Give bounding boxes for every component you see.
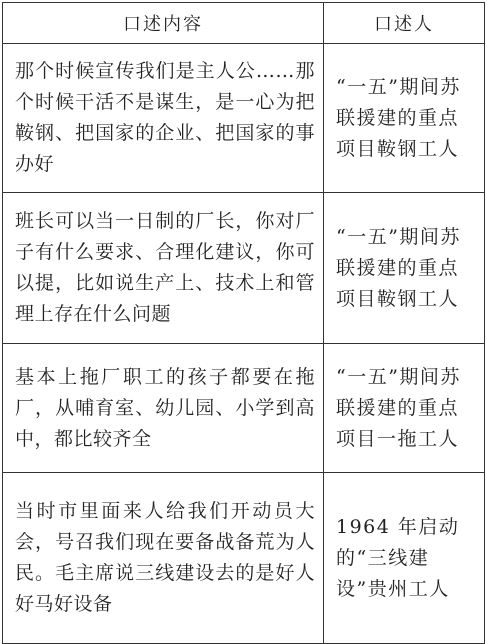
header-content: 口述内容 bbox=[3, 3, 324, 44]
table-header-row bbox=[3, 3, 485, 44]
oral-content-cell: 基本上拖厂职工的孩子都要在拖厂，从哺育室、幼儿园、小学到高中，都比较齐全 bbox=[3, 344, 324, 473]
speaker-cell: 1964 年启动的“三线建设”贵州工人 bbox=[324, 473, 485, 644]
header-speaker: 口述人 bbox=[324, 3, 485, 44]
speaker-cell: “一五”期间苏联援建的重点项目一拖工人 bbox=[324, 344, 485, 473]
oral-content-cell: 班长可以当一日制的厂长，你对厂子有什么要求、合理化建议，你可以提，比如说生产上、技术上和管理上存在什么问题 bbox=[3, 193, 324, 344]
oral-content-cell: 那个时候宣传我们是主人公……那个时候干活不是谋生，是一心为把鞍钢、把国家的企业、把国家的事办好 bbox=[3, 44, 324, 193]
table-row bbox=[3, 473, 485, 644]
table-row bbox=[3, 344, 485, 473]
speaker-cell: “一五”期间苏联援建的重点项目鞍钢工人 bbox=[324, 44, 485, 193]
table-row bbox=[3, 44, 485, 193]
table-row bbox=[3, 193, 485, 344]
speaker-cell: “一五”期间苏联援建的重点项目鞍钢工人 bbox=[324, 193, 485, 344]
oral-history-table bbox=[2, 2, 485, 644]
oral-content-cell: 当时市里面来人给我们开动员大会，号召我们现在要备战备荒为人民。毛主席说三线建设去的是好人好马好设备 bbox=[3, 473, 324, 644]
